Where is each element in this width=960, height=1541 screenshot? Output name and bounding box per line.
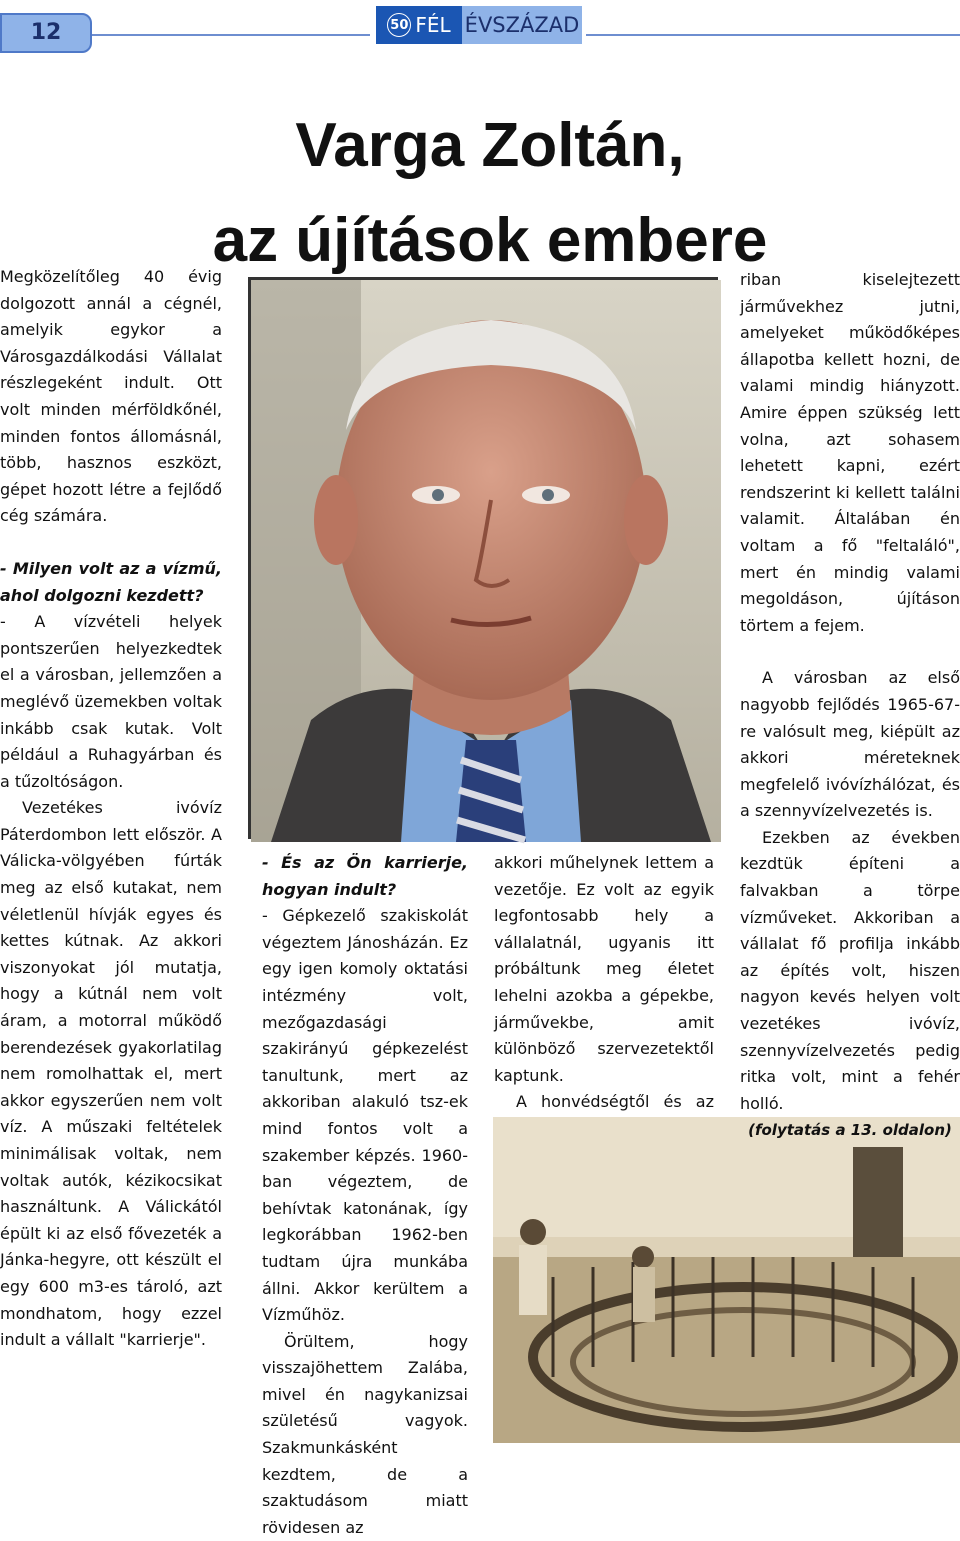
intro-paragraph: Megközelítőleg 40 évig dolgozott annál a cégnél, amelyik egykor a Városgazdálkodási Vállalat részlegeként indult. Ott volt minden mérföldkőnél, minden fontos állomásnál, több, hasznos eszközt, gépet hozott létre a fejlődő cég számára. <box>0 267 222 526</box>
column-4-paragraph-3: Ezekben az években kezdtük építeni a falvakban a törpe vízműveket. Akkoriban a vállalat fő profilja inkább az építés volt, hiszen nagyon kevés helyen volt vezetékes ivóvíz, szennyvízelvezetés pedig ritka volt, mint a fehér holló. <box>740 827 960 1113</box>
construction-illustration <box>493 1117 960 1443</box>
magazine-logo <box>376 6 582 44</box>
answer-1-paragraph-1: - A vízvételi helyek pontszerűen helyezkedtek el a városban, jellemzően a meglévő üzemekben voltak inkább csak kutak. Volt például a Ruhagyárban és a tűzoltóságon. <box>0 612 222 791</box>
column-2 <box>262 850 468 1541</box>
column-3-paragraph-2: A honvédségtől és az <box>516 1092 714 1112</box>
title-line-2: az újítások embere <box>212 206 768 275</box>
logo-word-evszazad: ÉVSZÁZAD <box>462 6 582 44</box>
question-2: - És az Ön karrierje, hogyan indult? <box>262 853 468 899</box>
page-number: 12 <box>0 13 92 53</box>
column-4-paragraph-1: riban kiselejtezett járművekhez jutni, amelyeket működőképes állapotba kellett hozni, de valami mindig hiányzott. Amire éppen szükség lett volna, azt sohasem lehetett kapni, ezért rendszerint ki kellett találni valamit. Általában én voltam a fő "feltaláló", mert én mindig valami megoldáson, újításon törtem a fejem. <box>740 270 960 635</box>
answer-1-paragraph-2: Vezetékes ivóvíz Páterdombon lett először. A Válicka-völgyében fúrták meg az első kutakat, nem véletlenül hívják egyes és kettes kútnak. Az akkori viszonyokat jól mutatja, hogy a kútnál nem volt áram, a motorral működő berendezések gyakorlatilag nem romolhattak el, mert akkor egyszerűen nem volt víz. A műszaki feltételek minimálisak voltak, nem voltak autók, kézikocsikat használtunk. A Válickától épült ki az első fővezeték a Jánka-hegyre, ott készült el egy 600 m3-es tároló, azt mondhatom, hogy ezzel indult a vállalt "karrierje". <box>0 798 222 1350</box>
title-line-1: Varga Zoltán, <box>295 111 685 180</box>
logo-word-fel: FÉL <box>415 13 451 37</box>
column-4 <box>740 267 960 1144</box>
answer-2-paragraph-2: Örültem, hogy visszajöhettem Zalába, mivel én nagykanizsai születésű vagyok. Szakmunkásként kezdtem, de a szaktudásom miatt rövidesen az <box>262 1331 468 1537</box>
column-3-paragraph-1: akkori műhelynek lettem a vezetője. Ez volt az egyik legfontosabb hely a vállalatnál, ugyanis itt próbáltunk meg életet lehelni azokba a gépekbe, járművekbe, amit különböző szervezetektől kaptunk. <box>494 853 714 1085</box>
column-3 <box>494 850 714 1143</box>
continued-note[interactable]: (folytatás a 13. oldalon) <box>748 1121 952 1140</box>
header-rule-right <box>586 34 960 36</box>
question-1: - Milyen volt az a vízmű, ahol dolgozni kezdett? <box>0 558 222 605</box>
construction-photo <box>493 1117 960 1443</box>
portrait-illustration <box>251 280 721 842</box>
portrait-photo <box>248 277 718 839</box>
logo-number: 50 <box>387 13 411 37</box>
article-title <box>140 98 840 288</box>
column-1 <box>0 264 222 1354</box>
answer-2-paragraph-1: - Gépkezelő szakiskolát végeztem Jánosházán. Ez egy igen komoly oktatási intézmény volt, mezőgazdasági szakirányú gépkezelést tanultunk, mert az akkoriban alakuló tsz-ek mind fontos volt a szakember képzés. 1960-ban végeztem, de behívtak katonának, így legkorábban 1962-ben tudtam újra munkába állni. Akkor kerültem a Vízműhöz. <box>262 906 468 1325</box>
column-4-paragraph-2: A városban az első nagyobb fejlődés 1965-67-re valósult meg, kiépült az akkori méreteknek megfelelő ivóvízhálózat, és a szennyvízelvezetés is. <box>740 668 960 821</box>
header-rule-left <box>92 34 370 36</box>
